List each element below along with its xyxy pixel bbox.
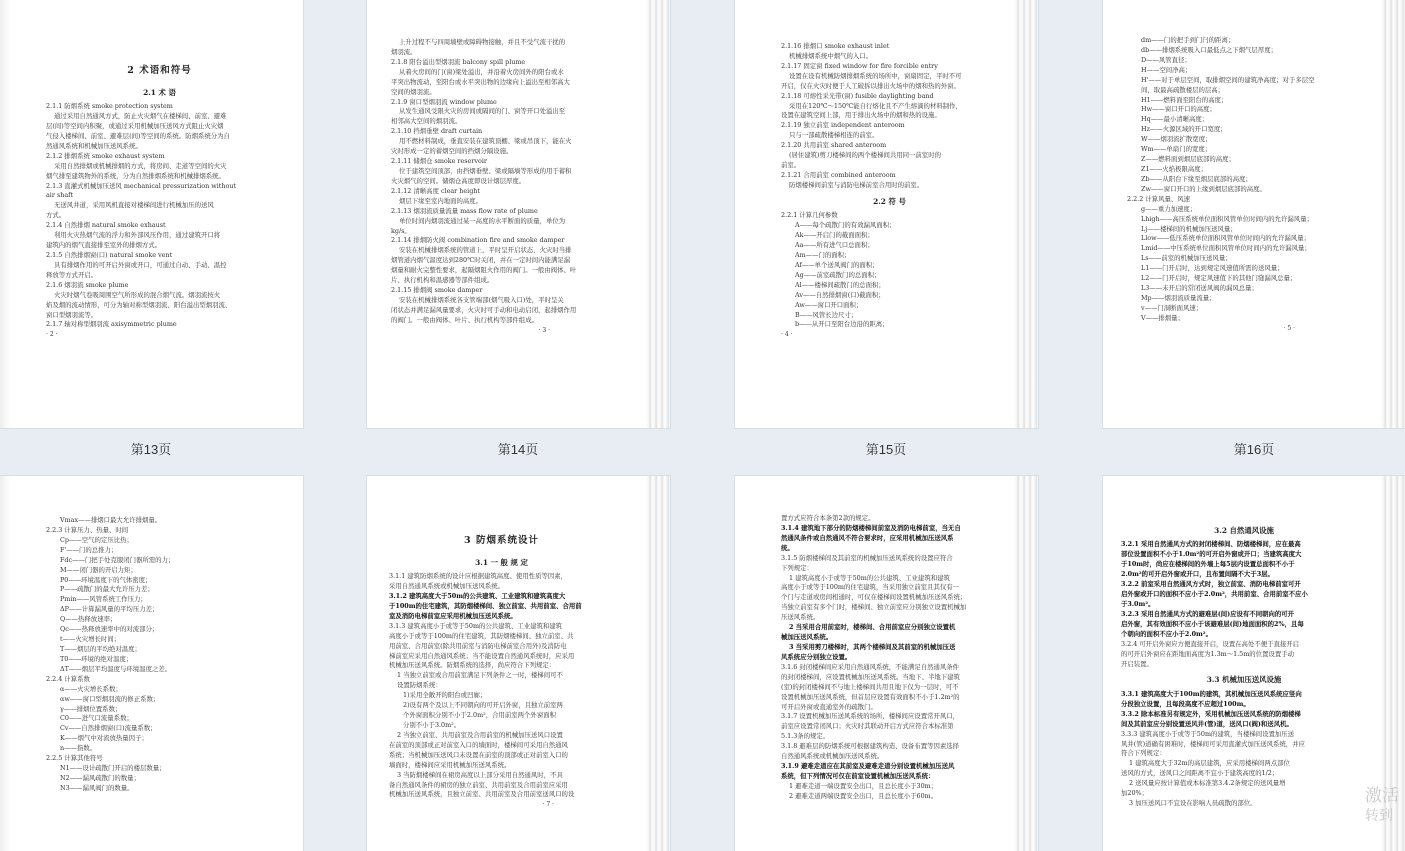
text-line: 防烟楼梯间前室与消防电梯前室合用时的前室。	[789, 180, 924, 189]
text-line: Ak——开启门的截面面积；	[795, 231, 874, 240]
text-line: Fdc——门把手处克服闭门器所需的力；	[60, 555, 175, 564]
page-edge	[646, 476, 670, 851]
text-line: 备自然通风条件的裙房的独立前室、共用前室及合用前室应采用	[389, 780, 568, 789]
text-line: P——疏散门的最大允许压力差；	[60, 585, 154, 594]
text-line: 窗口型烟羽流等。	[46, 310, 98, 319]
text-line: P0——环境温度下的气体密度；	[60, 575, 152, 584]
text-line: 的阀门。一般由阀体、叶片、执行机构等部件组成。	[391, 315, 538, 324]
text-line: Ls——前室的机械加压送风量；	[1141, 254, 1232, 263]
text-line: Zw——窗口开口的上缘到烟层底部的高度。	[1141, 184, 1266, 193]
text-line: 2.2.4 计算系数	[46, 674, 90, 683]
text-line: F'——门的总推力；	[60, 545, 118, 554]
page-number: · 3 ·	[538, 326, 550, 334]
text-line: 烟气排至建筑物外的系统，分为自然排烟系统和机械排烟系统。	[46, 171, 225, 180]
text-line: 3.3.3 建筑高度小于或等于50m的建筑，当楼梯间设置加压送	[1121, 729, 1295, 738]
text-line: H1——燃料面至阳台的高度；	[1141, 95, 1228, 104]
text-line: 的可开启外窗应在距地面高度为1.3m～1.5m的位置设置手动	[1121, 649, 1295, 658]
text-line: D——风管直径；	[1141, 55, 1191, 64]
text-line: N1——设计疏散门开启的楼层数量；	[60, 764, 166, 773]
text-line: 高度小于或等于100m的住宅建筑，当采用独立前室且其仅有一	[781, 583, 960, 592]
page-thumbnail-18[interactable]	[367, 476, 670, 851]
text-line: 室及消防电梯前室应采用机械加压送风系统。	[389, 611, 517, 620]
page-caption-14: 第14页	[497, 442, 539, 457]
text-line: 3.1.1 建筑防烟系统的设计应根据建筑高度、使用性质等因素，	[389, 572, 568, 581]
text-line: 2 送风量应按计算值或本标准第3.4.2条规定的送风量增	[1129, 779, 1286, 788]
text-line: b——从开口至阳台边沿的距离；	[795, 320, 889, 329]
text-line: Aa——所有进气口总面积；	[795, 241, 874, 250]
text-line: 设置在建筑空间上部，用于排出火场中的烟和热的设施。	[781, 111, 941, 120]
text-line: 部位设置面积不小于1.0m²的可开启外窗或开口；当建筑高度大	[1121, 550, 1302, 559]
activation-watermark	[1365, 785, 1399, 825]
text-line: 3.1.3 建筑高度小于或等于50m的公共建筑、工业建筑和建筑	[389, 621, 563, 630]
section-heading: 3.3 机械加压送风设施	[1206, 675, 1282, 685]
text-line: air shaft	[46, 191, 74, 200]
text-line: T——烟层的平均绝对温度；	[60, 644, 141, 653]
text-line: Lmid——中压系统单位面积风管单位时间内的允许漏风量；	[1141, 244, 1311, 253]
text-line: 2.1.1 防烟系统 smoke protection system	[46, 102, 173, 111]
text-line: 空间的烟羽流。	[391, 87, 436, 96]
text-line: 从着火房间的门(窗)梁处溢出，并沿着火房间外的阳台或水	[399, 67, 564, 76]
text-line: 烟羽流。	[391, 47, 417, 56]
text-line: 当独立前室有多个门时，楼梯间、独立前室应分别独立设置机械加	[781, 603, 967, 612]
section-heading: 2.1 术 语	[143, 87, 176, 97]
text-line: γ——排烟位置系数；	[60, 704, 122, 713]
text-line: 2.1.2 排烟系统 smoke exhaust system	[46, 151, 165, 160]
text-line: n——指数。	[60, 744, 97, 753]
text-line: 分段独立设置，且每段高度不应超过100m。	[1121, 699, 1250, 708]
text-line: T0——环境的绝对温度；	[60, 654, 133, 663]
text-line: 2.1.4 自然排烟 natural smoke exhaust	[46, 221, 166, 230]
text-line: 3.2.4 可开启外窗应方便直接开启，设置在高处不便于直接开启	[1121, 639, 1300, 648]
text-line: 可开启外窗或直通室外的疏散门。	[781, 702, 877, 711]
text-line: 闭状态并满足漏风量要求，火灾时可手动和电动启闭，起排烟作用	[391, 305, 577, 314]
text-line: 的封闭楼梯间，应设置机械加压送风系统。当地下、半地下建筑	[781, 672, 960, 681]
text-line: 3.2.3 采用自然通风方式的避难层(间)应设有不同朝向的可开	[1121, 609, 1295, 618]
text-line: 然通风系统和机械加压送风系统。	[46, 141, 142, 150]
text-line: 送风的方式，送风口之间距离不宜小于建筑高度的1/2；	[1121, 769, 1279, 778]
text-line: 下列规定：	[781, 563, 813, 572]
text-line: 2.1.5 自然排烟窗(口) natural smoke vent	[46, 251, 173, 260]
page-text	[1103, 0, 1405, 333]
text-line: 机械排烟系统中烟气的入口。	[789, 51, 873, 60]
page-text	[0, 0, 303, 340]
text-line: 风系统应分别独立设置。	[781, 652, 852, 661]
text-line: C0——进气口流量系数；	[60, 714, 133, 723]
text-line: 片、执行机构和温感器等部件组成。	[391, 276, 494, 285]
text-line: 机械加压送风系统，且独立前室、共用前室及合用前室送风口的设	[389, 790, 575, 799]
text-line: 3.1.4 建筑地下部分的防烟楼梯间前室及消防电梯前室，当无自	[781, 523, 961, 532]
text-line: 个朝向的面积不应小于2.0m²。	[1121, 629, 1212, 638]
text-line: 1 建筑高度大于32m的高层建筑，应采用楼梯间两点部位	[1129, 759, 1290, 768]
text-line: 相邻高大空间的烟羽流。	[391, 117, 462, 126]
text-line: 置方式应符合本条第2款的规定。	[781, 514, 875, 522]
text-line: 3.1.8 避难层的防烟系统可根据建筑构造、设备布置等因素选择	[781, 742, 960, 751]
text-line: 系统；当机械加压送风口未设置在前室的顶部或正对前室入口的	[389, 750, 568, 759]
text-line: 上升过程不与四周墙壁或障碍物接触，并且不受气流干扰的	[399, 38, 566, 46]
text-line: 于10m时，尚应在楼梯间的外墙上每5层内设置总面积不小于	[1121, 560, 1295, 569]
text-line: 2 避难走道两端设置安全出口，且总长度小于60m。	[789, 791, 938, 800]
text-line: 设置防烟系统：	[397, 681, 442, 690]
text-line: Lj——楼梯间的机械加压送风量；	[1141, 224, 1237, 233]
text-line: 1 建筑高度小于或等于50m的公共建筑、工业建筑和建筑	[789, 573, 950, 582]
text-line: 5.1.3条的规定。	[781, 732, 830, 741]
text-line: Vmax——排烟口最大允许排烟量。	[60, 516, 162, 524]
page-edge	[1381, 0, 1405, 428]
text-line: Qc——热释放速率中的对流部分；	[60, 625, 159, 634]
text-line: 墙面时，楼梯间应采用机械加压送风系统。	[389, 760, 511, 769]
text-line: 机械加压送风系统。防烟系统的选择，尚应符合下列规定：	[389, 661, 556, 670]
page-thumbnail-15[interactable]	[735, 0, 1038, 428]
section-heading: 3.2 自然通风设施	[1214, 526, 1274, 535]
text-line: 设置在设有机械防烟排烟系统的场所中，窗扇固定，平时不可	[789, 71, 962, 80]
text-line: Wm——单扇门的宽度；	[1141, 145, 1212, 154]
page-text	[1103, 476, 1405, 809]
text-line: 3.1.2 建筑高度大于50m的公共建筑、工业建筑和建筑高度大	[389, 592, 566, 601]
text-line: 通过采用自然通风方式，防止火灾烟气在楼梯间、前室、避难	[54, 112, 227, 121]
text-line: 3.2.1 采用自然通风方式的封闭楼梯间、防烟楼梯间，应在最高	[1121, 540, 1301, 549]
text-line: 安装在机械排烟系统各支管端部(烟气吸入口)处，平时呈关	[399, 295, 564, 304]
text-line: 2.1.11 储烟仓 smoke reservoir	[391, 157, 487, 166]
text-line: 3.1.7 设置机械加压送风系统的场所，楼梯间应设置常开风口，	[781, 712, 960, 721]
text-line: V——排烟量；	[1141, 313, 1184, 322]
page-number: · 2 ·	[46, 331, 58, 339]
text-line: 2.1.18 可熔性采光带(窗) fusible daylighting band	[781, 91, 934, 100]
text-line: Q——热释放速率；	[60, 615, 117, 624]
text-line: 2.1.20 共用前室 shared anteroom	[781, 141, 887, 150]
text-line: 个门与走道或房间相通时，可仅在楼梯间设置机械加压送风系统；	[781, 593, 967, 602]
text-line: 然通风条件或自然通风不符合要求时，应采用机械加压送风系	[781, 533, 954, 542]
text-line: 2.1.10 挡烟垂壁 draft curtain	[391, 127, 483, 136]
text-line: 2.1.21 合用前室 combined anteroom	[781, 170, 896, 179]
text-line: 2.1.14 排烟防火阀 combination fire and smoke damper	[391, 236, 565, 245]
text-line: 2.0m²的可开启外窗或开口，且布置间隔不大于3层。	[1121, 570, 1274, 579]
text-line: 单位时间内烟羽流通过某一高度的水平断面的质量，单位为	[399, 216, 566, 225]
text-line: 于3.0m²。	[1121, 600, 1155, 608]
text-line: 只与一部疏散楼梯相连的前室。	[789, 131, 879, 140]
text-line: Z——燃料面到烟层底部的高度；	[1141, 155, 1235, 164]
text-line: 3 当防烟楼梯间在裙房高度以上部分采用自然通风时，不具	[397, 770, 563, 779]
watermark-line: 激活	[1365, 786, 1399, 806]
text-line: 2.2.1 计算几何参数	[781, 211, 838, 220]
text-line: 3.1.9 避难走道应在其前室及避难走道分别设置机械加压送风	[781, 762, 955, 771]
page-number: · 7 ·	[542, 801, 554, 809]
section-heading: 3.1 一 般 规 定	[475, 557, 528, 567]
page-edge	[0, 0, 10, 428]
text-line: 火灾时烟气卷吸周围空气所形成的混合烟气流。烟羽流按火	[54, 290, 221, 299]
text-line: 在前室的顶部或正对前室入口的墙面时，楼梯间可采用自然通风	[389, 740, 568, 749]
page-thumbnail-20[interactable]	[1103, 476, 1405, 851]
text-line: Cv——自然排烟窗(口)流量系数；	[60, 724, 157, 733]
page-edge	[1014, 0, 1038, 428]
page-thumbnail-17[interactable]	[0, 476, 303, 851]
text-line: 2.1.12 清晰高度 clear height	[391, 186, 480, 195]
text-line: 具有排烟作用的可开启外窗或开口，可通过自动、手动、温控	[54, 260, 227, 269]
text-line: Ag——前室疏散门的总面积；	[795, 270, 881, 279]
text-line: 械加压送风系统。	[781, 633, 833, 642]
text-line: Hz——火源区域的开口宽度；	[1141, 125, 1227, 134]
text-line: 2.1.19 独立前室 independent anteroom	[781, 121, 905, 130]
text-line: Hq——最小清晰高度；	[1141, 115, 1209, 124]
text-line: Pmin——风管系统工作压力；	[60, 595, 147, 604]
text-line: Zb——从阳台下缘至烟层底部的高度；	[1141, 174, 1252, 183]
text-line: 2.1.8 阳台溢出型烟羽流 balcony spill plume	[391, 57, 526, 66]
text-line: 前室应设置常闭风口；火灾时其联动开启方式应符合本标准第	[781, 722, 954, 731]
page-caption-15: 第15页	[865, 442, 907, 457]
text-line: 高度小于或等于100m的住宅建筑，其防烟楼梯间、独立前室、共	[389, 631, 574, 640]
text-line: 3.3.1 建筑高度大于100m的建筑，其机械加压送风系统应竖向	[1121, 689, 1302, 698]
text-line: 启外窗或开口的面积不应小于2.0m²，共用前室、合用前室不应小	[1121, 590, 1308, 599]
text-line: 无送风井道，采用风机直接对楼梯间进行机械加压的送风	[54, 201, 214, 210]
text-line: 2.1.17 固定窗 fixed window for fire forcible entry	[781, 61, 938, 70]
text-line: 采用在120℃～150℃能自行熔化且不产生熔滴的材料制作，	[789, 101, 962, 110]
page-thumbnail-16[interactable]	[1103, 0, 1405, 428]
text-line: 前室。	[781, 161, 801, 170]
text-line: 用不燃材料制成，垂直安装在建筑顶棚、梁或吊顶下，能在火	[399, 137, 572, 146]
watermark-line: 转到	[1365, 808, 1393, 825]
text-line: 安装在机械排烟系统的管道上，平时呈开启状态，火灾时当排	[399, 246, 572, 255]
text-line: 间，取最高疏散楼层的层高；	[1141, 85, 1225, 94]
text-line: Al——楼梯间疏散门的总面积；	[795, 280, 885, 289]
page-edge	[0, 476, 10, 851]
text-line: 3 当采用剪刀楼梯时，其两个楼梯间及其前室的机械加压送	[789, 642, 956, 651]
text-line: 释放等方式开启。	[46, 270, 98, 279]
text-line: ΔT——烟层平均温度与环境温度之差。	[60, 664, 172, 673]
text-line: 压送风系统。	[781, 613, 820, 622]
text-line: Av——自然排烟窗(口)截面积；	[795, 290, 885, 299]
text-line: A——每个疏散门的有效漏风面积；	[795, 221, 896, 230]
text-line: 2.1.3 直灌式机械加压送风 mechanical pressurization without	[46, 181, 237, 190]
text-line: 启外窗，其有效面积不应小于该避难层(间)地面面积的2%，且每	[1121, 619, 1304, 628]
text-line: 2 当独立前室、共用前室及合用前室的机械加压送风口设置	[397, 730, 563, 739]
text-line: db——排烟系统吸入口最低点之下烟气层厚度；	[1141, 45, 1277, 54]
text-line: αw——窗口型烟羽流的修正系数；	[60, 694, 160, 703]
text-line: 间及其前室应分别设置送风井(管)道，送风口(阀)和送风机。	[1121, 719, 1293, 728]
text-line: 灾时形成一定的蓄烟空间的挡烟分隔设施。	[391, 147, 513, 156]
text-line: v——门洞断面风速；	[1141, 303, 1203, 312]
text-line: 烟管道内烟气温度达到280℃时关闭，并在一定时间内能满足漏	[391, 256, 571, 265]
text-line: (室)的封闭楼梯间不与地上楼梯间共用且地下仅为一层时，可不	[781, 682, 959, 691]
page-edge	[1014, 476, 1038, 851]
text-line: 3.3.2 除本标准另有规定外，采用机械加压送风系统的防烟楼梯	[1121, 709, 1301, 718]
text-line: 设置机械加压送风系统，但首层应设置有效面积不小于1.2m²的	[781, 692, 960, 701]
text-line: 层(间)等空间内积聚，或通过采用机械加压送风方式阻止火灾烟	[46, 122, 224, 131]
page-caption-13: 第13页	[130, 442, 172, 457]
text-line: t——火灾增长时间；	[60, 635, 121, 644]
text-line: Aw——窗口开口面积；	[795, 300, 863, 309]
text-line: 2.2.2 计算风量、风速	[1127, 194, 1191, 203]
text-line: Llow——低压系统单位面积风管单位时间内的允许漏风量；	[1141, 234, 1310, 243]
text-line: 分别不小于3.0m²。	[403, 721, 461, 730]
text-line: L2——门开启时，规定风速值下的其他门缝漏风总量；	[1141, 274, 1297, 283]
text-line: 2.1.9 窗口型烟羽流 window plume	[391, 97, 497, 106]
text-line: 梯前室应采用自然通风系统；当不能设置自然通风系统时，应采用	[389, 651, 575, 660]
text-line: Cp——空气的定压比热；	[60, 535, 133, 544]
text-line: 采用自然排烟或机械排烟的方式，将房间、走道等空间的火灾	[54, 161, 227, 170]
text-line: 风井(管)道确有困难时，楼梯间可采用直灌式加压送风系统，并应	[1121, 739, 1305, 748]
page-text	[367, 0, 670, 335]
page-text	[367, 476, 670, 810]
text-line: 2.1.7 轴对称型烟羽流 axisymmetric plume	[46, 320, 177, 329]
page-text	[0, 476, 303, 794]
text-line: 2.1.13 烟羽流质量流量 mass flow rate of plume	[391, 206, 538, 215]
page-text	[735, 0, 1038, 340]
text-line: 2.2.3 计算压力、热量、时间	[46, 525, 129, 534]
text-line: 系统，但下列情况可仅在前室设置机械加压送风系统：	[781, 771, 935, 780]
page-text	[735, 476, 1038, 802]
text-line: 统。	[781, 543, 794, 552]
page-caption-16: 第16页	[1233, 442, 1275, 457]
text-line: 1)采用全敞开的阳台或凹廊；	[403, 691, 487, 700]
text-line: 1 当独立前室或合用前室满足下列条件之一时，楼梯间可不	[397, 671, 563, 680]
page-thumbnail-14[interactable]	[367, 0, 670, 428]
text-line: 气侵入楼梯间、前室、避难层(间)等空间的系统。防烟系统分为自	[46, 131, 230, 140]
text-line: g——重力加速度；	[1141, 204, 1197, 213]
page-thumbnail-13[interactable]	[0, 0, 303, 428]
text-line: 于100m的住宅建筑，其防烟楼梯间、独立前室、共用前室、合用前	[389, 601, 582, 610]
text-line: 建筑内的烟气直接排至室外的排烟方式。	[46, 241, 162, 250]
text-line: 2.1.6 烟羽流 smoke plume	[46, 280, 129, 289]
text-line: 开启装置。	[1121, 659, 1153, 668]
text-line: L3——未开启的常闭送风阀的漏风总量；	[1141, 284, 1258, 293]
text-line: 焰及烟的流动情形，可分为轴对称型烟羽流、阳台溢出型烟羽流、	[46, 300, 232, 309]
text-line: 用前室、合用前室(除共用前室与消防电梯前室合用外)及消防电	[389, 641, 567, 650]
text-line: Mp——烟羽流质量流量；	[1141, 293, 1216, 302]
text-line: (居住建筑)剪刀楼梯间的两个楼梯间共用同一前室时的	[789, 151, 941, 160]
text-line: B——风管长边尺寸；	[795, 310, 858, 319]
page-number: · 4 ·	[781, 331, 793, 339]
text-line: Z1——火焰极限高度；	[1141, 164, 1208, 173]
text-line: 开启，仅在火灾时便于人工破拆以排出火场中的烟和热的外窗。	[781, 81, 960, 90]
text-line: 利用火灾热烟气流的浮力和外部风压作用，通过建筑开口将	[54, 231, 221, 240]
section-heading: 2.2 符 号	[873, 196, 906, 206]
text-line: N3——漏风阀门的数量。	[60, 783, 134, 792]
text-line: 自然通风系统或机械加压送风系统。	[781, 752, 884, 761]
page-thumbnail-19[interactable]	[735, 476, 1038, 851]
text-line: 采用自然通风系统或机械加压送风系统。	[389, 582, 505, 591]
text-line: 位于建筑空间顶部，由挡烟垂壁、梁或隔墙等形成的用于蓄积	[399, 166, 572, 175]
text-line: Hw——窗口开口的高度；	[1141, 105, 1216, 114]
text-line: 2)设有两个及以上不同朝向的可开启外窗，且独立前室两	[403, 701, 563, 710]
page-heading: 2 术语和符号	[127, 65, 192, 76]
text-line: Af——单个送风阀门的面积；	[795, 260, 879, 269]
text-line: 2.1.15 排烟阀 smoke damper	[391, 286, 483, 295]
text-line: K——烟气中对流放热量因子；	[60, 734, 148, 743]
text-line: 2 当采用合用前室时，楼梯间、合用前室应分别独立设置机	[789, 623, 956, 632]
page-number: · 5 ·	[1283, 324, 1295, 332]
text-line: Lhigh——高压系统单位面积风管单位时间内的允许漏风量；	[1141, 214, 1313, 223]
text-line: 2.1.16 排烟口 smoke exhaust inlet	[781, 42, 890, 50]
text-line: 方式。	[46, 211, 66, 220]
text-line: dm——门的把手到门闩的距离；	[1141, 36, 1235, 44]
text-line: W——烟羽流扩散宽度；	[1141, 135, 1212, 144]
page-heading: 3 防烟系统设计	[464, 535, 539, 546]
text-line: 烟量和耐火完整性要求，起隔烟阻火作用的阀门。一般由阀体、叶	[391, 266, 577, 275]
text-line: N2——漏风疏散门的数量；	[60, 773, 140, 782]
text-line: M——闭门器的开启力矩；	[60, 565, 137, 574]
text-line: 烟层下缘至室内地面的高度。	[399, 196, 483, 205]
text-line: H——空间净高；	[1141, 65, 1192, 74]
text-line: 符合下列规定：	[1121, 749, 1166, 758]
text-line: 3.1.5 防烟楼梯间及其前室的机械加压送风系统的设置应符合	[781, 553, 953, 562]
text-line: 加20%；	[1121, 789, 1148, 798]
text-line: 个外窗面积分别不小于2.0m²，合用前室两个外窗面积	[403, 711, 556, 720]
text-line: α——火灾增长系数；	[60, 684, 122, 693]
text-line: 火灾烟气的空间。储烟仓高度即设计烟层厚度。	[391, 176, 526, 185]
text-line: ΔP——计算漏风量的平均压力差；	[60, 605, 159, 614]
text-line: kg/s。	[391, 226, 411, 235]
page-edge	[646, 0, 670, 428]
text-line: 3.1.6 封闭楼梯间应采用自然通风系统，不能满足自然通风条件	[781, 662, 960, 671]
text-line: L1——门开启时，达到规定风速值所需的送风量；	[1141, 264, 1284, 273]
text-line: H'——对于单层空间，取排烟空间的建筑净高度；对于多层空	[1141, 75, 1315, 84]
text-line: 3.2.2 前室采用自然通风方式时，独立前室、消防电梯前室可开	[1121, 580, 1301, 589]
text-line: Am——门的面积；	[795, 250, 851, 259]
text-line: 平突出物流动，至阳台或水平突出物的边缘向上溢出至相邻高大	[391, 77, 570, 86]
text-line: 1 避难走道一端设置安全出口，且总长度小于30m；	[789, 781, 938, 790]
text-line: 2.2.5 计算其他符号	[46, 754, 103, 763]
text-line: 3 加压送风口不宜设在影响人员疏散的部位。	[1129, 799, 1257, 808]
text-line: 从发生通风受限火灾的房间或隔间的门、窗等开口处溢出至	[399, 107, 566, 116]
